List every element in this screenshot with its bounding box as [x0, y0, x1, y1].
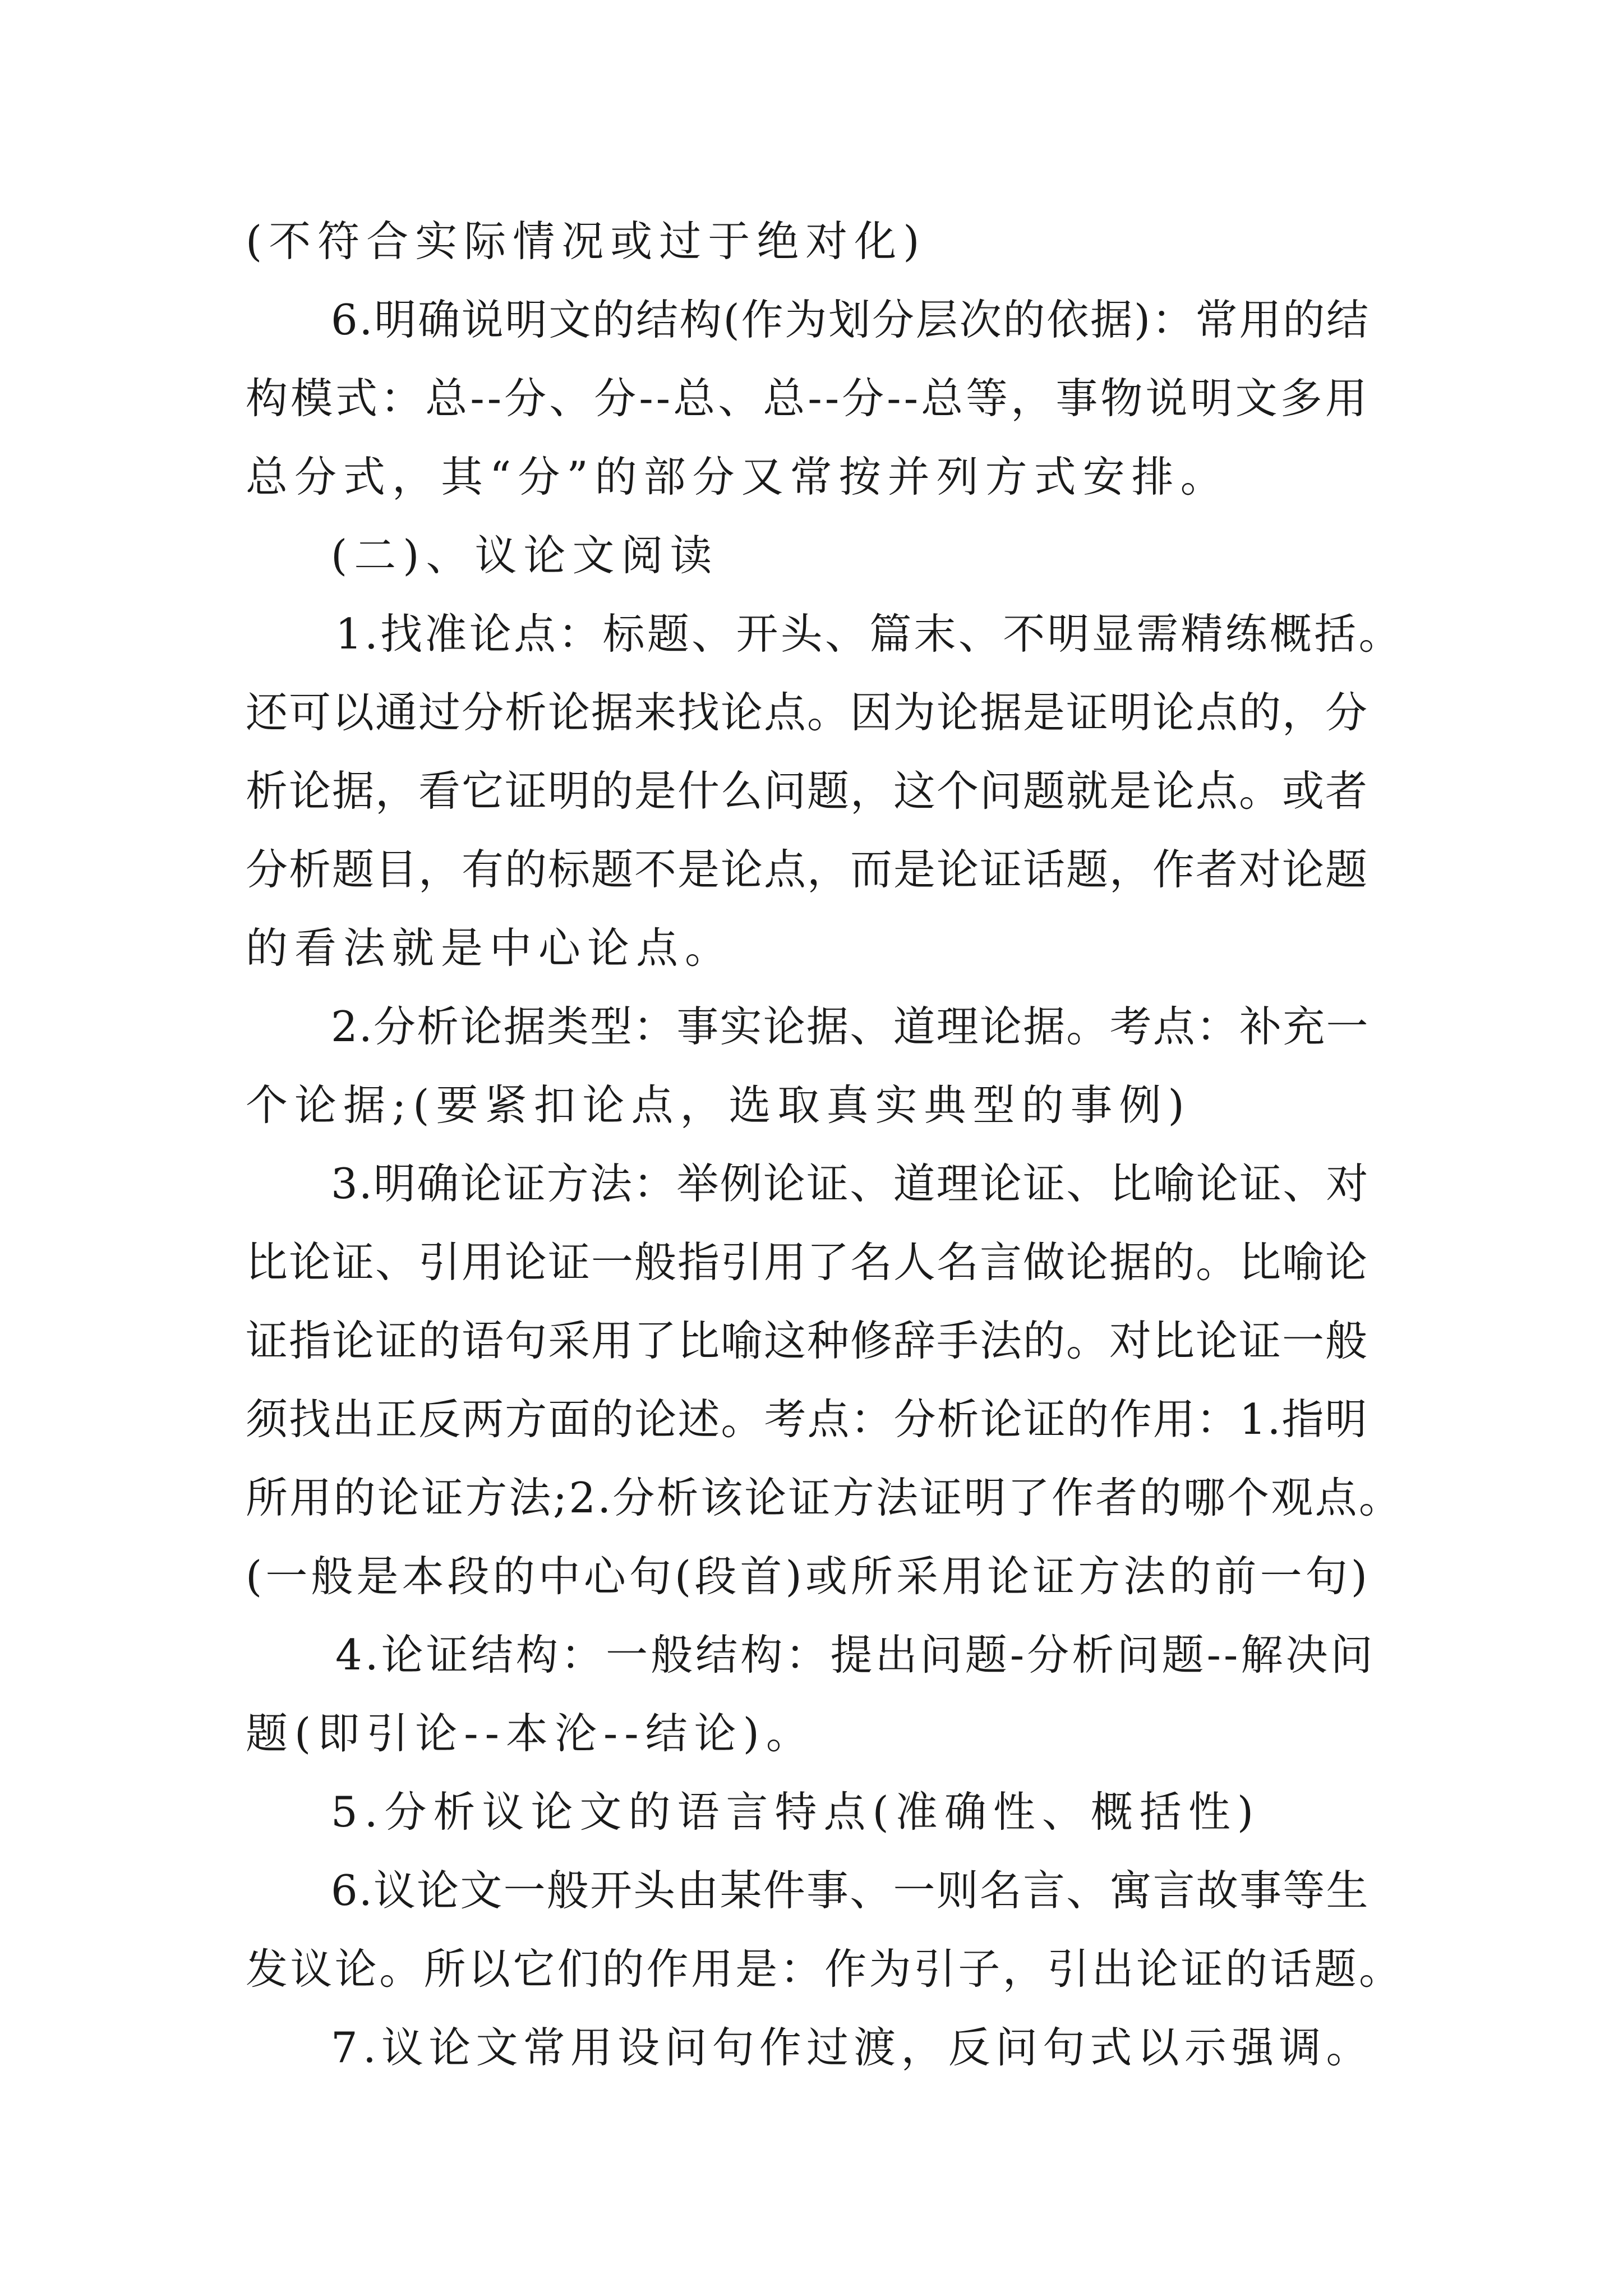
text-line: 5.分析议论文的语言特点(准确性、概括性) — [331, 1787, 1261, 1837]
text-line: 2.分析论据类型：事实论据、道理论据。考点：补充一 — [331, 1002, 1370, 1051]
text-line: 的看法就是中心论点。 — [246, 923, 734, 973]
section-heading: (二)、议论文阅读 — [331, 531, 719, 580]
text-line: 1.找准论点：标题、开头、篇末、不明显需精练概括。 — [335, 609, 1403, 659]
text-line: 析论据，看它证明的是什么问题，这个问题就是论点。或者 — [246, 766, 1369, 816]
text-line: 还可以通过分析论据来找论点。因为论据是证明论点的，分 — [246, 688, 1369, 737]
text-line: 总分式，其“分”的部分又常按并列方式安排。 — [246, 452, 1229, 501]
text-line: 所用的论证方法;2.分析该论证方法证明了作者的哪个观点。 — [246, 1473, 1403, 1522]
text-line: 4.论证结构：一般结构：提出问题-分析问题--解决问 — [335, 1630, 1376, 1680]
text-line: 证指论证的语句采用了比喻这种修辞手法的。对比论证一般 — [246, 1316, 1369, 1365]
text-line: 须找出正反两方面的论述。考点：分析论证的作用：1.指明 — [246, 1395, 1368, 1444]
text-line: 比论证、引用论证一般指引用了名人名言做论据的。比喻论 — [246, 1237, 1369, 1287]
text-line: 7.议论文常用设问句作过渡，反问句式以示强调。 — [331, 2023, 1373, 2072]
text-line: (不符合实际情况或过于绝对化) — [246, 217, 926, 266]
text-line: 个论据;(要紧扣论点，选取真实典型的事例) — [246, 1080, 1191, 1130]
text-line: 构模式：总--分、分--总、总--分--总等，事物说明文多用 — [246, 374, 1370, 423]
text-line: 分析题目，有的标题不是论点，而是论证话题，作者对论题 — [246, 845, 1369, 894]
text-line: 6.明确说明文的结构(作为划分层次的依据)：常用的结 — [331, 295, 1370, 344]
text-line: 3.明确论证方法：举例论证、道理论证、比喻论证、对 — [331, 1159, 1370, 1208]
text-line: (一般是本段的中心句(段首)或所采用论证方法的前一句) — [246, 1552, 1371, 1601]
text-line: 发议论。所以它们的作用是：作为引子，引出论证的话题。 — [246, 1944, 1404, 1994]
text-line: 题(即引论--本沦--结论)。 — [246, 1709, 815, 1758]
text-line: 6.议论文一般开头由某件事、一则名言、寓言故事等生 — [331, 1866, 1370, 1915]
